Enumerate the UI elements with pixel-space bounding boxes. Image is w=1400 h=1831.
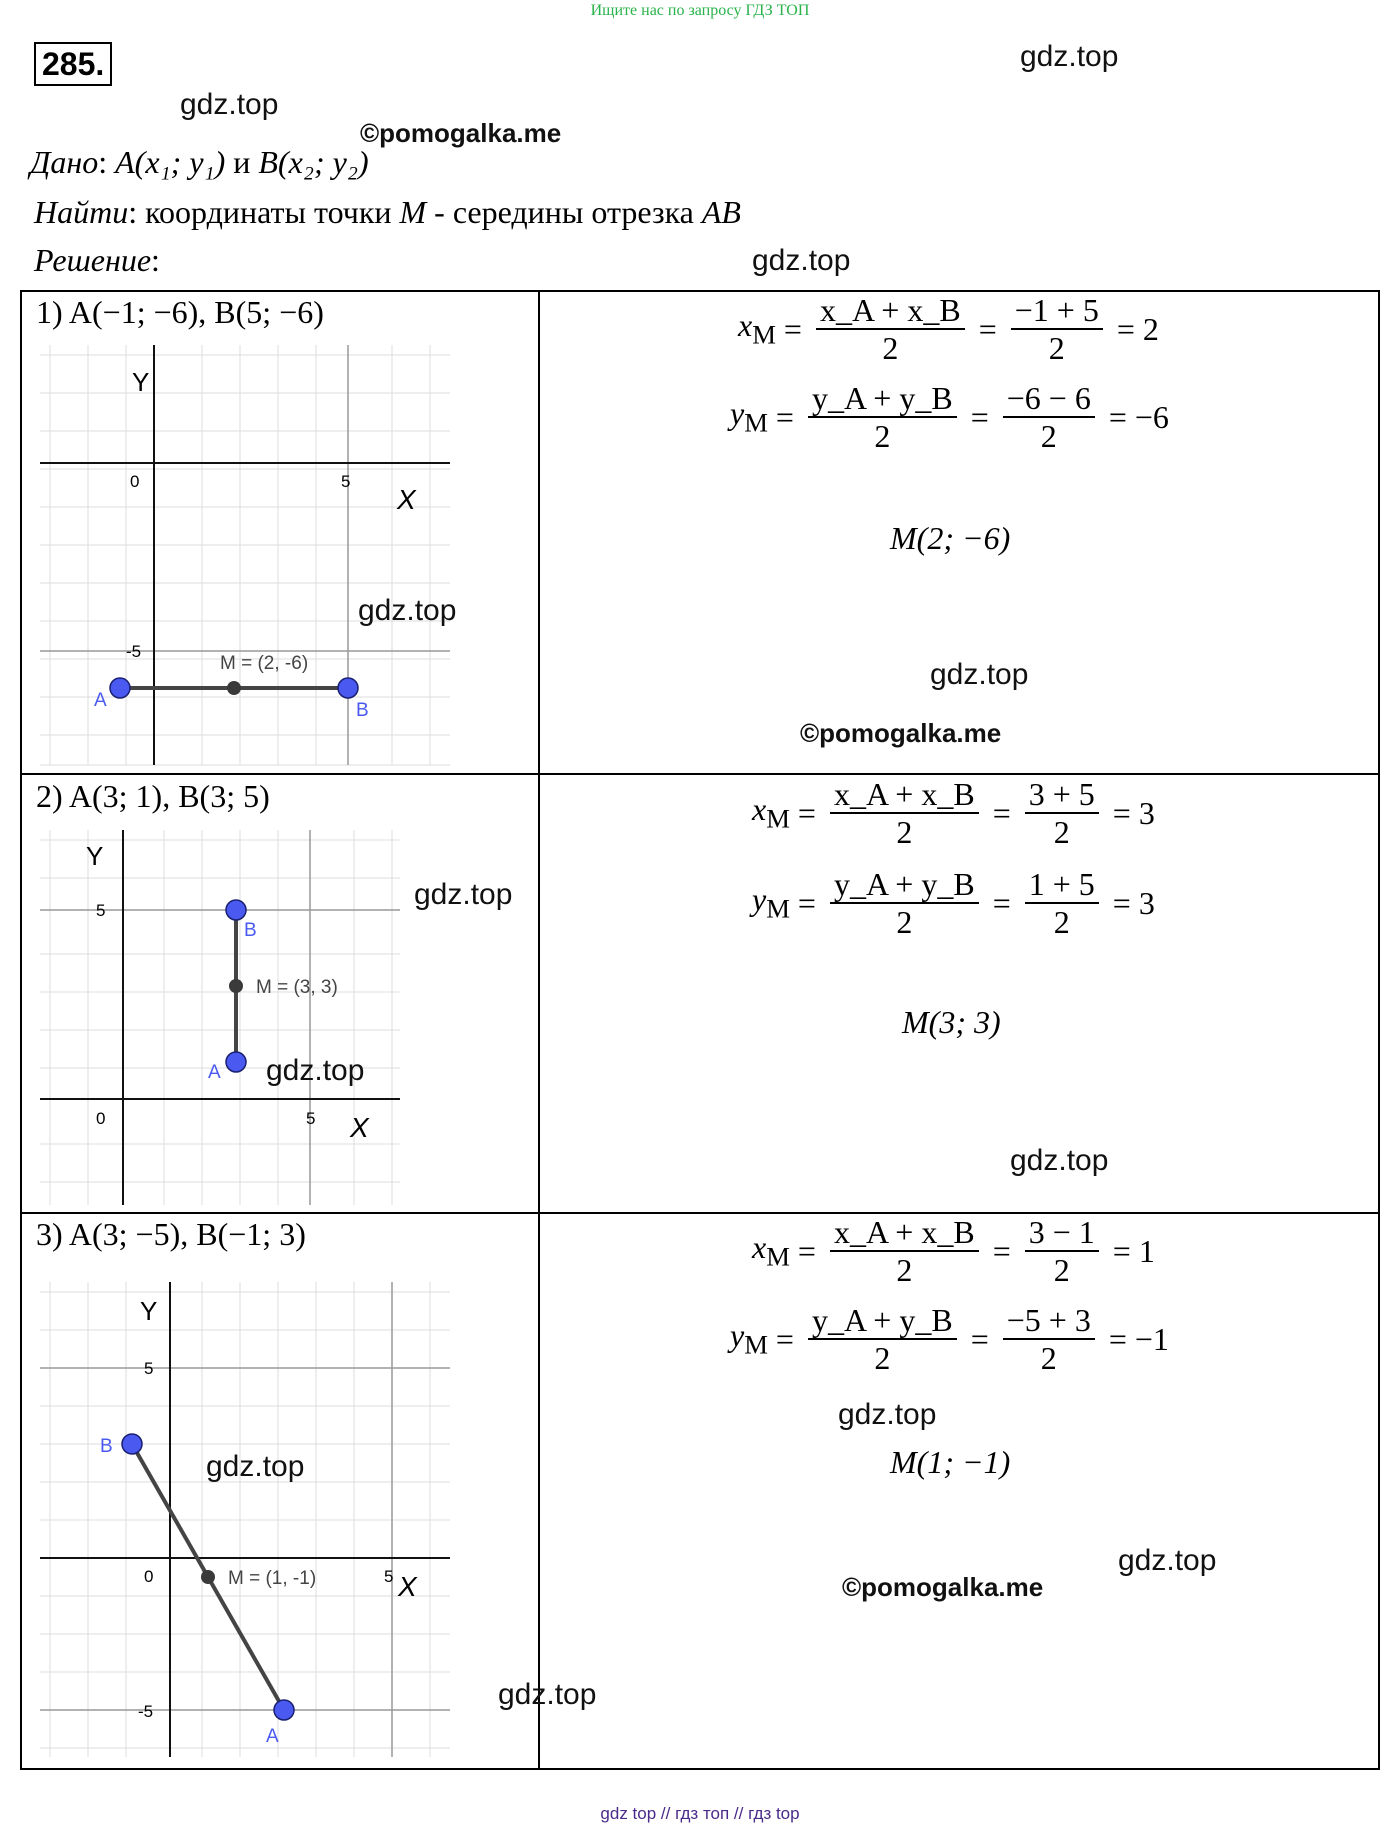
row2-ym-sub: M	[766, 893, 790, 924]
row1-ym-equation: $y_M$ = $\frac{y\_A + y\_B}{2}$ = $\frac{-6 - 6}{2}$ = −6	[730, 380, 1169, 454]
row2-header: 2) A(3; 1), B(3; 5)	[36, 778, 270, 814]
row1-tick-x: 5	[341, 472, 351, 491]
row3-xm-num2: 3 − 1	[1025, 1216, 1099, 1252]
row1-label-m: M = (2, -6)	[220, 653, 309, 674]
row1-axis-x: X	[397, 484, 416, 515]
find-ab: AB	[701, 194, 741, 230]
row1-ym-num1: y_A + y_B	[808, 382, 957, 418]
watermark: gdz.top	[498, 1678, 597, 1711]
row2-answer	[902, 1004, 1001, 1041]
watermark: gdz.top	[1010, 1144, 1109, 1177]
given-point-a: A(x₁; y₁)	[115, 144, 226, 180]
find-text: : координаты точки	[128, 194, 400, 230]
row3-point-m	[201, 1570, 215, 1584]
row1-label-b: B	[356, 700, 369, 721]
given-point-b: B(x₂; y₂)	[258, 144, 369, 180]
row3-xm-num1: x_A + x_B	[830, 1216, 979, 1252]
row2-tick-y: 5	[96, 901, 106, 920]
row1-ym-lhs: y	[730, 395, 745, 432]
row2-graph	[30, 820, 410, 1210]
row3-origin: 0	[144, 1567, 154, 1586]
watermark: gdz.top	[752, 244, 851, 277]
watermark: gdz.top	[1020, 40, 1119, 73]
row3-axis-y: Y	[140, 1296, 158, 1326]
row2-origin: 0	[96, 1109, 106, 1128]
row1-ym-sub: M	[744, 407, 768, 438]
row1-ym-num2: −6 − 6	[1003, 382, 1095, 418]
row2-xm-den1: 2	[896, 814, 913, 850]
row1-xm-result: = 2	[1116, 311, 1159, 347]
find-m: M	[399, 194, 427, 230]
watermark: gdz.top	[838, 1398, 937, 1431]
row1-answer	[890, 520, 1010, 557]
watermark: gdz.top	[180, 88, 279, 121]
row3-xm-den2: 2	[1053, 1252, 1070, 1288]
row3-axis-x: X	[398, 1571, 417, 1602]
row1-xm-num1: x_A + x_B	[816, 294, 965, 330]
row3-ym-equation: $y_M$ = $\frac{y\_A + y\_B}{2}$ = $\frac{-5 + 3}{2}$ = −1	[730, 1302, 1169, 1376]
watermark: gdz.top	[266, 1054, 365, 1087]
row2-point-a	[226, 1052, 246, 1072]
row3-ym-sub: M	[744, 1329, 768, 1360]
row1-ym-result: = −6	[1108, 399, 1169, 435]
row2-point-m	[229, 979, 243, 993]
find-line	[34, 194, 741, 231]
row2-ym-lhs: y	[752, 881, 767, 918]
row3-xm-lhs: x	[752, 1229, 767, 1266]
row3-ym-num1: y_A + y_B	[808, 1304, 957, 1340]
row1-ym-den1: 2	[874, 418, 891, 454]
row3-tick-x: 5	[384, 1567, 394, 1586]
row3-ym-den2: 2	[1040, 1340, 1057, 1376]
row2-label-b: B	[244, 920, 257, 941]
row1-ym-den2: 2	[1040, 418, 1057, 454]
row1-point-a	[110, 678, 130, 698]
row2-ym-den1: 2	[896, 904, 913, 940]
problem-number: 285.	[34, 42, 112, 86]
row2-ym-result: = 3	[1112, 885, 1155, 921]
row2-point-b	[226, 900, 246, 920]
row3-point-a	[274, 1700, 294, 1720]
footer: gdz top // гдз топ // гдз top	[600, 1804, 800, 1823]
row2-xm-den2: 2	[1053, 814, 1070, 850]
row2-answer-text: M(3; 3)	[902, 1004, 1001, 1040]
row3-xm-den1: 2	[896, 1252, 913, 1288]
find-label: Найти	[34, 194, 129, 230]
row3-xm-result: = 1	[1112, 1233, 1155, 1269]
row2-xm-lhs: x	[752, 791, 767, 828]
row3-header: 3) A(3; −5), B(−1; 3)	[36, 1216, 306, 1252]
top-note: Ищите нас по запросу ГДЗ ТОП	[590, 2, 810, 19]
row3-tick-y-top: 5	[144, 1359, 154, 1378]
row1-xm-num2: −1 + 5	[1011, 294, 1103, 330]
watermark: gdz.top	[358, 594, 457, 627]
row2-ym-num2: 1 + 5	[1025, 868, 1099, 904]
row1-point-b	[338, 678, 358, 698]
watermark: gdz.top	[206, 1450, 305, 1483]
row2-xm-sub: M	[766, 803, 790, 834]
row1-graph	[30, 335, 460, 775]
copyright: ©pomogalka.me	[360, 118, 562, 148]
row3-ym-result: = −1	[1108, 1321, 1169, 1357]
row3-xm-sub: M	[766, 1241, 790, 1272]
row1-xm-sub: M	[752, 319, 776, 350]
watermark: gdz.top	[1118, 1544, 1217, 1577]
watermark: gdz.top	[930, 658, 1029, 691]
row1-label-a: A	[94, 690, 107, 711]
row2-xm-result: = 3	[1112, 795, 1155, 831]
row1-xm-den2: 2	[1048, 330, 1065, 366]
row2-xm-num2: 3 + 5	[1025, 778, 1099, 814]
row2-tick-x: 5	[306, 1109, 316, 1128]
solution-line: Решение:	[34, 242, 160, 278]
row3-xm-equation: $x_M$ = $\frac{x\_A + x\_B}{2}$ = $\frac{3 - 1}{2}$ = 1	[752, 1214, 1155, 1288]
row1-header: 1) A(−1; −6), B(5; −6)	[36, 294, 324, 330]
row2-xm-equation: $x_M$ = $\frac{x\_A + x\_B}{2}$ = $\frac{3 + 5}{2}$ = 3	[752, 776, 1155, 850]
row1-point-m	[227, 681, 241, 695]
watermark: gdz.top	[414, 878, 513, 911]
row2-label-m: M = (3, 3)	[256, 977, 338, 998]
row1-tick-y: -5	[126, 642, 142, 661]
row3-ym-lhs: y	[730, 1317, 745, 1354]
row1-axis-y: Y	[132, 367, 150, 397]
row3-ym-num2: −5 + 3	[1003, 1304, 1095, 1340]
row3-graph	[30, 1262, 460, 1762]
row2-ym-num1: y_A + y_B	[830, 868, 979, 904]
solution-label: Решение	[34, 242, 152, 278]
row2-axis-y: Y	[86, 841, 104, 871]
copyright: ©pomogalka.me	[842, 1572, 1044, 1602]
row2-axis-x: X	[350, 1112, 369, 1143]
row2-ym-equation: $y_M$ = $\frac{y\_A + y\_B}{2}$ = $\frac{1 + 5}{2}$ = 3	[752, 866, 1155, 940]
given-label: Дано	[30, 144, 99, 180]
row3-tick-y-bottom: -5	[138, 1702, 154, 1721]
row1-xm-lhs: x	[738, 307, 753, 344]
row1-xm-equation: $x_M$ = $\frac{x\_A + x\_B}{2}$ = $\frac{-1 + 5}{2}$ = 2	[738, 292, 1159, 366]
row2-ym-den2: 2	[1053, 904, 1070, 940]
given-line: Дано: A(x₁; y₁) и B(x₂; y₂)	[30, 144, 369, 180]
row3-ym-den1: 2	[874, 1340, 891, 1376]
row3-calc-cell	[538, 1212, 1380, 1770]
row3-label-b: B	[100, 1436, 113, 1457]
row3-label-a: A	[266, 1726, 279, 1747]
find-rest: - середины отрезка	[426, 194, 702, 230]
row2-xm-num1: x_A + x_B	[830, 778, 979, 814]
row1-xm-den1: 2	[882, 330, 899, 366]
row1-origin: 0	[130, 472, 140, 491]
row1-answer-text: M(2; −6)	[890, 520, 1011, 556]
row2-label-a: A	[208, 1062, 221, 1083]
copyright: ©pomogalka.me	[800, 718, 1002, 748]
row3-answer-text: M(1; −1)	[890, 1444, 1011, 1480]
row3-label-m: M = (1, -1)	[228, 1568, 317, 1589]
row3-answer	[890, 1444, 1010, 1481]
row3-point-b	[122, 1434, 142, 1454]
given-conj: и	[233, 144, 251, 180]
